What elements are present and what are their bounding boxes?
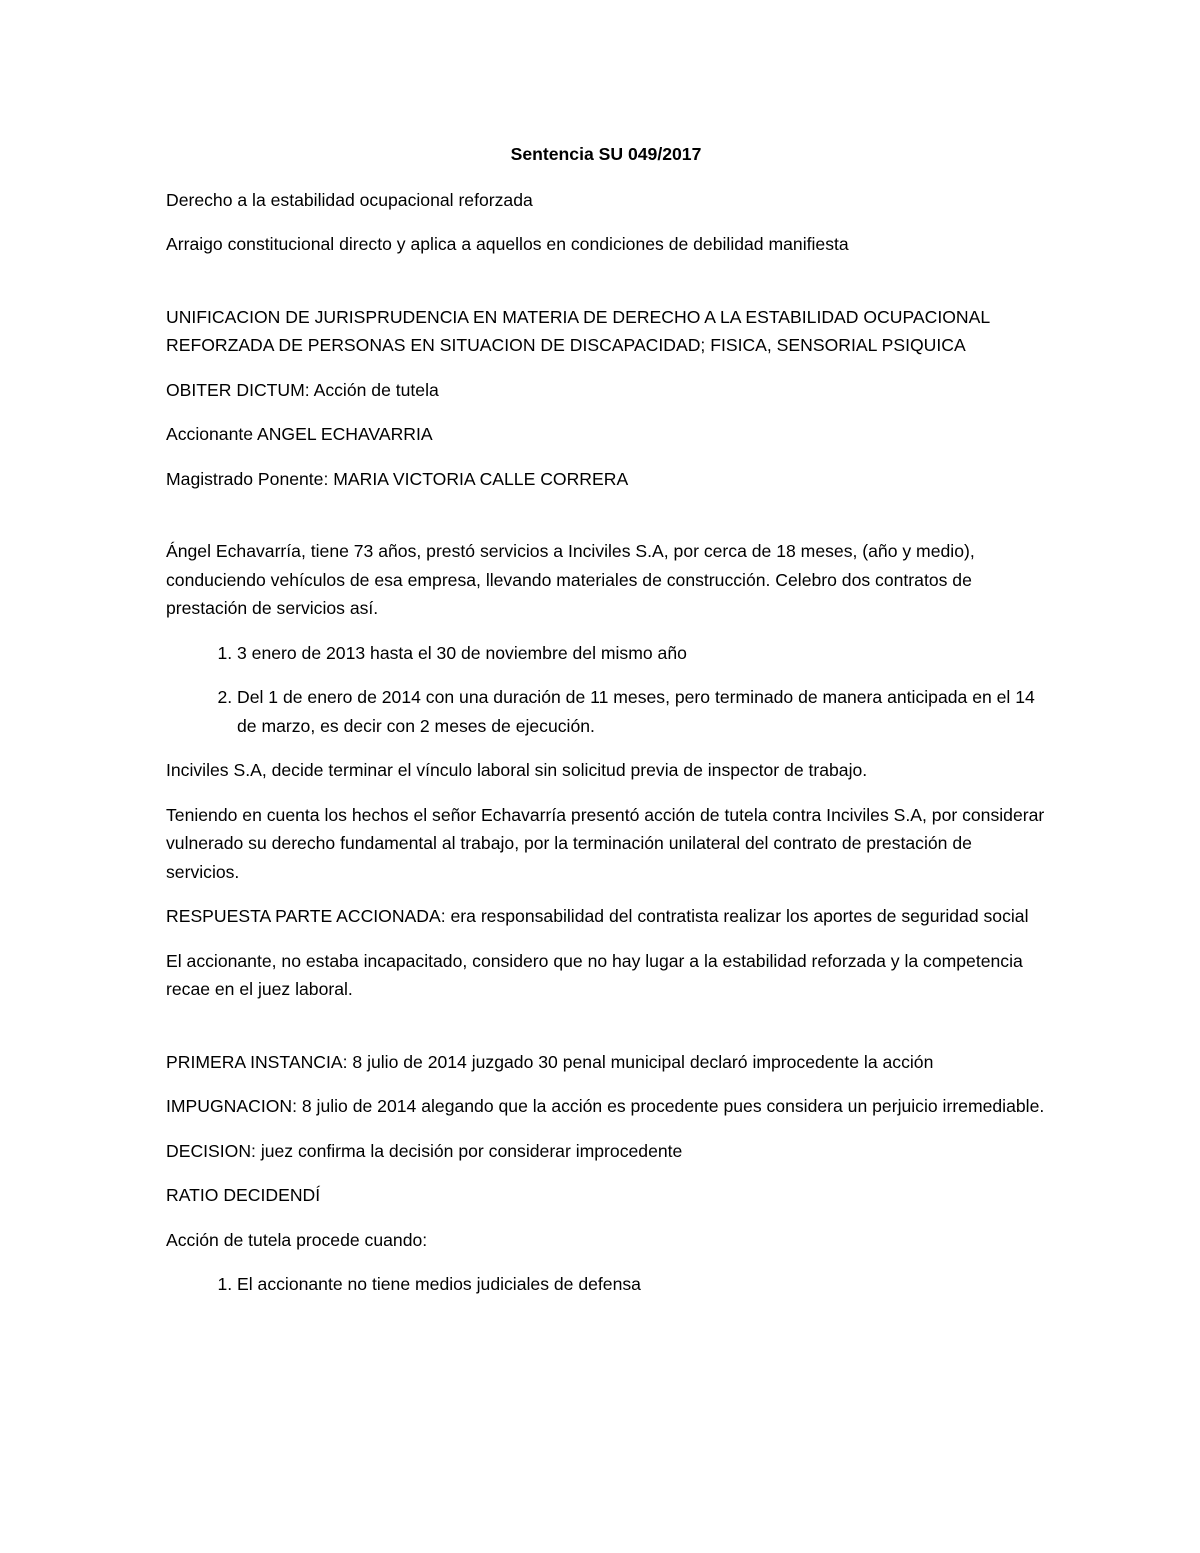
paragraph-teniendo: Teniendo en cuenta los hechos el señor Echavarría presentó acción de tutela contra Inciviles S.A, por considerar vulnerado su derecho fundamental al trabajo, por la terminación unilateral del contrato de prestación de servicios. xyxy=(166,804,1045,882)
paragraph-accionante: Accionante ANGEL ECHAVARRIA xyxy=(166,424,433,444)
paragraph-arraigo: Arraigo constitucional directo y aplica a aquellos en condiciones de debilidad manifiesta xyxy=(166,234,849,254)
paragraph-ratio: RATIO DECIDENDÍ xyxy=(166,1185,321,1205)
paragraph-inciviles: Inciviles S.A, decide terminar el vínculo laboral sin solicitud previa de inspector de trabajo. xyxy=(166,760,868,780)
condiciones-list xyxy=(166,1270,1046,1299)
list-item: 2. Del 1 de enero de 2014 con una duración de 11 meses, pero terminado de manera anticipada en el 14 de marzo, es decir con 2 meses de ejecución. xyxy=(237,683,1046,740)
document-body xyxy=(166,140,1046,1315)
paragraph-respuesta: RESPUESTA PARTE ACCIONADA: era responsabilidad del contratista realizar los aportes de seguridad social xyxy=(166,906,1029,926)
paragraph-magistrado: Magistrado Ponente: MARIA VICTORIA CALLE CORRERA xyxy=(166,468,629,489)
paragraph-obiter: OBITER DICTUM: Acción de tutela xyxy=(166,379,439,400)
paragraph-unificacion: UNIFICACION DE JURISPRUDENCIA EN MATERIA DE DERECHO A LA ESTABILIDAD OCUPACIONAL REFORZADA DE PERSONAS EN SITUACION DE DISCAPACIDAD; FISICA, SENSORIAL PSIQUICA xyxy=(166,306,990,355)
contratos-list xyxy=(166,639,1046,741)
paragraph-derecho: Derecho a la estabilidad ocupacional reforzada xyxy=(166,189,533,210)
paragraph-hechos: Ángel Echavarría, tiene 73 años, prestó servicios a Inciviles S.A, por cerca de 18 meses, (año y medio), conduciendo vehículos de esa empresa, llevando materiales de construcción. Celebro dos contratos de prestación de servicios así. xyxy=(166,541,975,618)
document-title: Sentencia SU 049/2017 xyxy=(510,144,702,164)
paragraph-procede: Acción de tutela procede cuando: xyxy=(166,1229,428,1250)
paragraph-primera-instancia: PRIMERA INSTANCIA: 8 julio de 2014 juzgado 30 penal municipal declaró improcedente la acción xyxy=(166,1051,934,1072)
list-item: 1. El accionante no tiene medios judiciales de defensa xyxy=(237,1270,1046,1299)
paragraph-decision: DECISION: juez confirma la decisión por considerar improcedente xyxy=(166,1140,683,1161)
paragraph-impugnacion: IMPUGNACION: 8 julio de 2014 alegando que la acción es procedente pues considera un perjuicio irremediable. xyxy=(166,1096,1045,1116)
paragraph-el-accionante: El accionante, no estaba incapacitado, considero que no hay lugar a la estabilidad reforzada y la competencia recae en el juez laboral. xyxy=(166,950,1023,999)
list-item: 1. 3 enero de 2013 hasta el 30 de noviembre del mismo año xyxy=(237,639,1046,668)
